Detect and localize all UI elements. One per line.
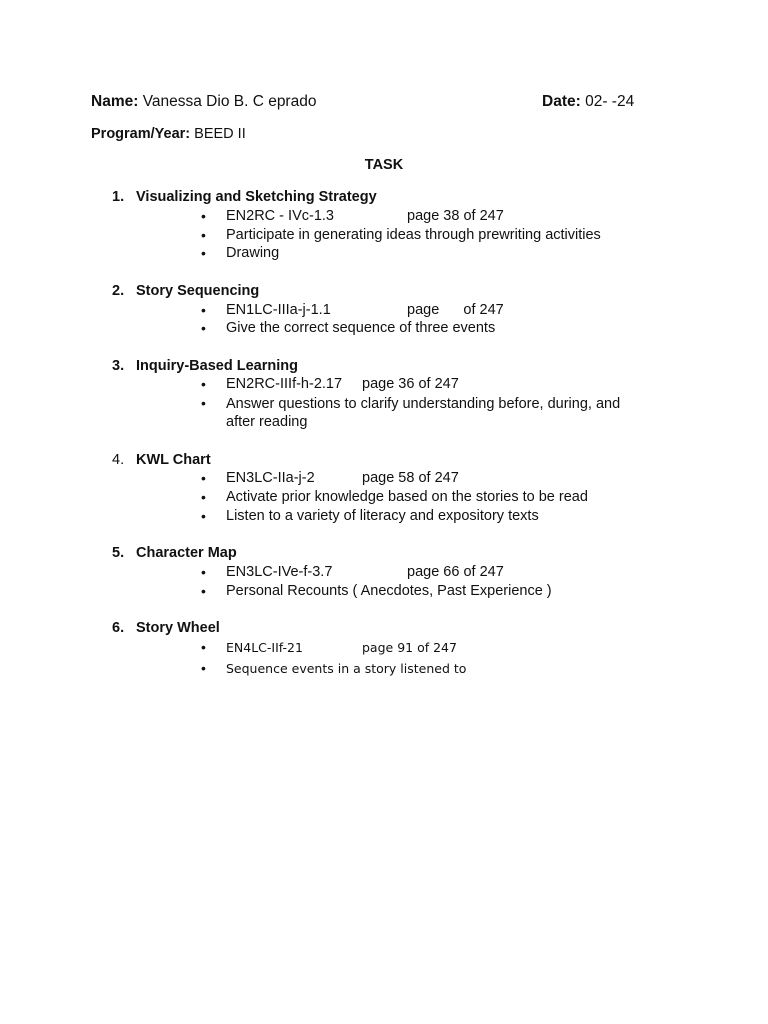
task-3-code: EN2RC-IIIf-h-2.17: [226, 376, 343, 392]
bullet-icon: •: [201, 564, 206, 580]
task-1-item-2: Drawing: [226, 245, 280, 261]
task-5-number: 5.: [112, 545, 125, 561]
bullet-icon: •: [201, 639, 206, 655]
task-1-number: 1.: [112, 189, 125, 205]
date-label: Date:: [542, 93, 581, 110]
task-5-heading: Character Map: [136, 545, 237, 561]
date-value: 02- -24: [585, 93, 635, 110]
task-1-item-1: Participate in generating ideas through prewriting activities: [226, 227, 601, 243]
bullet-icon: •: [201, 489, 206, 505]
bullet-icon: •: [201, 208, 206, 224]
name-label: Name:: [91, 93, 139, 110]
task-1-page: page 38 of 247: [407, 208, 504, 224]
task-1-heading: Visualizing and Sketching Strategy: [136, 189, 377, 205]
page-title: TASK: [364, 157, 404, 173]
task-2-heading: Story Sequencing: [136, 283, 260, 299]
program-line: [91, 126, 246, 142]
task-4-heading: KWL Chart: [136, 452, 211, 468]
bullet-icon: •: [201, 660, 206, 676]
bullet-icon: •: [201, 470, 206, 486]
name-value: Vanessa Dio B. C eprado: [142, 93, 317, 110]
task-6-code: EN4LC-IIf-21: [226, 640, 303, 655]
task-4-number: 4.: [112, 452, 125, 468]
task-4-page: page 58 of 247: [362, 470, 459, 486]
task-5-item-1: Personal Recounts ( Anecdotes, Past Experience ): [226, 583, 552, 599]
bullet-icon: •: [201, 320, 206, 336]
bullet-icon: •: [201, 302, 206, 318]
task-6-page: page 91 of 247: [362, 640, 457, 655]
task-6-heading: Story Wheel: [136, 620, 220, 636]
program-label: Program/Year:: [91, 126, 191, 142]
task-3-page: page 36 of 247: [362, 376, 459, 392]
task-3-number: 3.: [112, 358, 125, 374]
name-line: [91, 93, 316, 111]
task-3-item-1: Answer questions to clarify understanding before, during, and after reading: [226, 396, 621, 430]
task-6-number: 6.: [112, 620, 125, 636]
date-line: [542, 93, 634, 111]
bullet-icon: •: [201, 245, 206, 261]
bullet-icon: •: [201, 227, 206, 243]
task-5-page: page 66 of 247: [407, 564, 504, 580]
task-2-number: 2.: [112, 283, 125, 299]
task-6-item-1: Sequence events in a story listened to: [226, 661, 467, 676]
task-2-item-1: Give the correct sequence of three events: [226, 320, 496, 336]
program-value: BEED II: [194, 126, 246, 142]
bullet-icon: •: [201, 395, 206, 411]
bullet-icon: •: [201, 376, 206, 392]
task-3-heading: Inquiry-Based Learning: [136, 358, 298, 374]
bullet-icon: •: [201, 508, 206, 524]
task-4-item-2: Listen to a variety of literacy and expository texts: [226, 508, 539, 524]
task-5-code: EN3LC-IVe-f-3.7: [226, 564, 333, 580]
task-2-code: EN1LC-IIIa-j-1.1: [226, 302, 331, 318]
bullet-icon: •: [201, 583, 206, 599]
task-4-item-1: Activate prior knowledge based on the stories to be read: [226, 489, 588, 505]
task-4-code: EN3LC-IIa-j-2: [226, 470, 315, 486]
task-2-page: page of 247: [407, 302, 504, 318]
task-1-code: EN2RC - IVc-1.3: [226, 208, 334, 224]
